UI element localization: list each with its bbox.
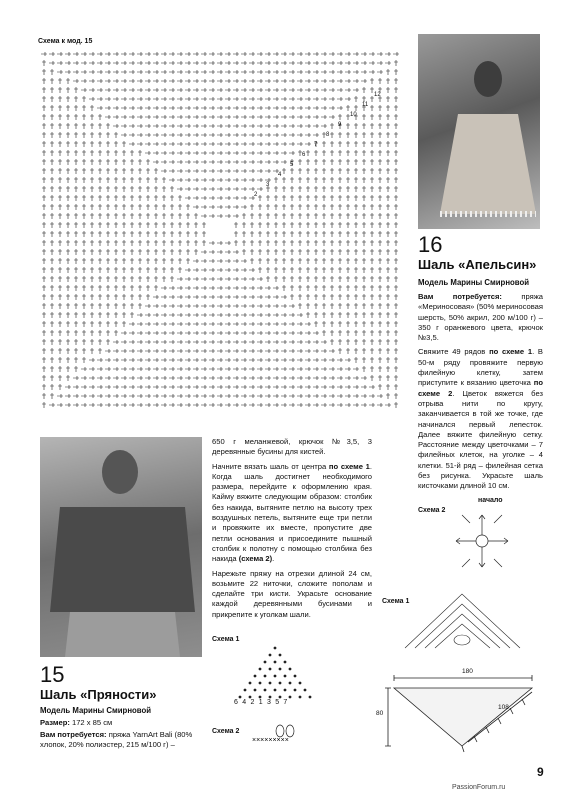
- s1-right-label: Схема 1: [382, 598, 410, 605]
- model16-p1-mid: . В 50-м ряду провяжите первую филейную клетку, затем приступите к вязанию цветочка: [418, 347, 543, 388]
- model16-title: Шаль «Апельсин»: [418, 257, 537, 272]
- page-number: 9: [537, 765, 544, 779]
- scheme15-row-label: 5: [290, 162, 294, 168]
- site-watermark: PassionForum.ru: [452, 784, 506, 791]
- scheme15-label: Схема к мод. 15: [38, 38, 93, 45]
- model15-needs: [40, 730, 205, 751]
- model16-p1-pre: Свяжите 49 рядов: [418, 347, 490, 357]
- model16-photo: [418, 34, 540, 229]
- scheme15-row-label: 2: [254, 192, 258, 198]
- s2-right-start: начало: [478, 497, 503, 504]
- scheme15-row-label: 7: [314, 142, 318, 148]
- scheme15-chart: [38, 46, 402, 418]
- scheme15-row-label: 6: [302, 152, 306, 158]
- model16-text: [418, 292, 543, 496]
- model16-designer: Модель Марины Смирновой: [418, 278, 530, 287]
- model15-size: [40, 718, 205, 728]
- model15-p3: Нарежьте пряжу на отрезки длиной 24 см, возьмите 22 ниточки, сложите пополам и сделайте три кисти. Украсьте основание каждой деревянными бусинами и прикрепите к уголкам шали.: [212, 568, 372, 619]
- model16-p1-post: . Цветок вяжется без отрыва нити по кругу, заканчивается в той же точке, где начинался первый лепесток. Далее вяжите филейную сетку. Расстояние между цветочками – 7 филейных клеток, на уголке – 4 клетки. 51-й ряд – филейная сетка без рисунка. Украсьте шаль кисточками длиной 10 см.: [418, 388, 543, 491]
- model15-p2-b1: по схеме 1: [328, 461, 370, 471]
- s2-left-chart: [252, 724, 312, 746]
- model15-p2-end: .: [272, 554, 275, 564]
- s1-left-digits: 6 4 2 1 3 5 7: [234, 699, 289, 706]
- scheme15-row-label: 9: [338, 122, 342, 128]
- svg-text:×××××××××: ×××××××××: [252, 737, 289, 744]
- s2-right-chart: [452, 505, 512, 577]
- scheme15-row-label: 11: [362, 102, 369, 108]
- model15-p2-pre: Начните вязать шаль от центра: [212, 461, 329, 471]
- scheme15-row-label: 4: [278, 172, 282, 178]
- scheme15-row-label: 8: [326, 132, 330, 138]
- shape-side: 108: [498, 704, 509, 711]
- scheme15-row-label: 12: [374, 92, 381, 98]
- s2-right-label: Схема 2: [418, 507, 446, 514]
- model15-photo: [40, 437, 202, 657]
- model15-designer: Модель Марины Смирновой: [40, 706, 152, 715]
- model15-text: [212, 437, 372, 624]
- model15-needs-label: Вам потребуется:: [40, 730, 107, 739]
- model15-size-label: Размер:: [40, 718, 70, 727]
- scheme15-row-label: 10: [350, 112, 357, 118]
- scheme15-row-label: 3: [266, 182, 270, 188]
- shape-height: 80: [376, 710, 384, 717]
- s1-right-chart: [400, 590, 525, 652]
- model15-size-value: 172 х 85 см: [69, 718, 113, 727]
- model15-cont: 650 г меланжевой, крючок №3,5, 3 деревянные бусины для кистей.: [212, 437, 372, 457]
- model15-p2-post: . Когда шаль достигнет необходимого размера, перейдите к оформлению края. Кайму вяжите следующим образом: столбик без накида, вытяните петлю на высоту трех воздушных петель, вытяните еще три петли и провяжите их вместе, пропустите две петли основания и присоедините пышный столбик к полотну с помощью столбика без накида: [212, 461, 372, 564]
- shape-diagram: [384, 664, 544, 754]
- model16-needs: пряжа «Мериносовая» (50% мериносовая шерсть, 50% акрил, 200 м/100 г) – 350 г оранжевого цвета, крючок №3,5.: [418, 292, 544, 343]
- s1-left-label: Схема 1: [212, 636, 240, 643]
- model15-title: Шаль «Пряности»: [40, 687, 157, 702]
- model16-p1-b2: по схеме 2: [418, 378, 543, 398]
- model15-needs-text: пряжа YarnArt Bali (80% хлопок, 20% полиэстер, 215 м/100 г) –: [40, 730, 193, 750]
- shape-width: 180: [462, 668, 473, 675]
- model16-needs-label: Вам потребуется:: [418, 292, 502, 301]
- s2-left-label: Схема 2: [212, 728, 240, 735]
- model16-p1-b1: по схеме 1: [489, 347, 533, 357]
- model15-number: 15: [40, 662, 65, 687]
- model15-p2-b2: (схема 2): [238, 554, 273, 564]
- model16-number: 16: [418, 232, 443, 257]
- s1-left-chart: [230, 644, 320, 702]
